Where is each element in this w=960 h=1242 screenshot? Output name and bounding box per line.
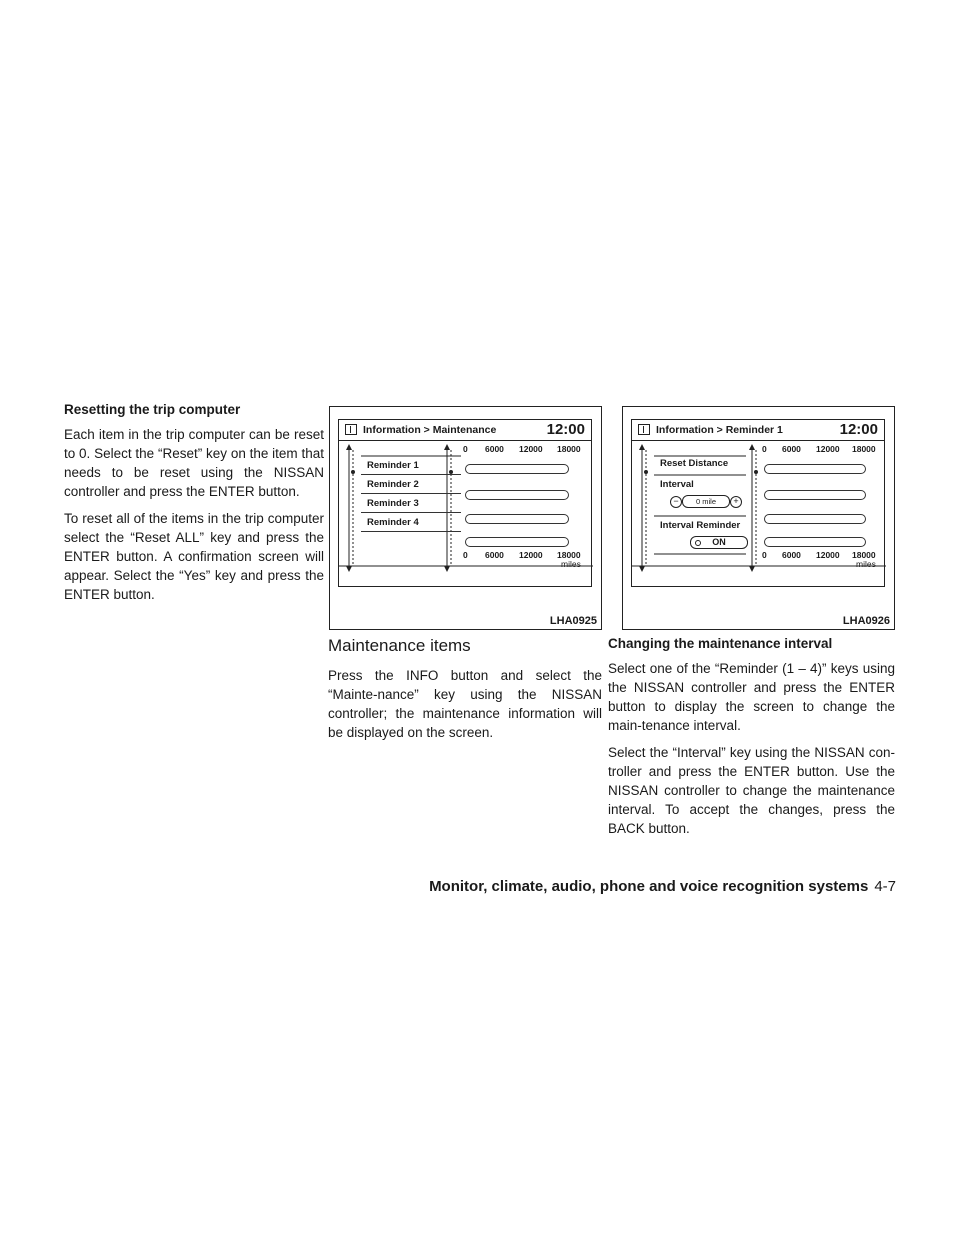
scale-top-0: 0 bbox=[463, 444, 468, 454]
resetting-heading: Resetting the trip computer bbox=[64, 402, 241, 417]
scale-bottom-12000: 12000 bbox=[519, 550, 543, 560]
changing-interval-heading: Changing the maintenance interval bbox=[608, 636, 833, 651]
scale-top-6000: 6000 bbox=[782, 444, 801, 454]
screen-clock: 12:00 bbox=[546, 421, 585, 438]
reminder-screen bbox=[631, 419, 885, 587]
scale-top-18000: 18000 bbox=[557, 444, 581, 454]
scale-bottom-12000: 12000 bbox=[816, 550, 840, 560]
page-footer bbox=[429, 878, 896, 895]
scale-top-12000: 12000 bbox=[816, 444, 840, 454]
maintenance-items-paragraph: Press the INFO button and select the “Mainte-nance” key using the NISSAN controller; the maintenance information will be displayed on the screen. bbox=[328, 668, 602, 740]
interval-reminder-value: ON bbox=[712, 537, 726, 547]
footer-section-title: Monitor, climate, audio, phone and voice recognition systems bbox=[429, 878, 869, 895]
reminder-4-bar bbox=[465, 537, 569, 547]
distance-bar-4 bbox=[764, 537, 866, 547]
changing-interval-section bbox=[608, 636, 895, 838]
plus-icon[interactable]: + bbox=[730, 496, 742, 508]
scale-unit: miles bbox=[856, 559, 876, 569]
scale-unit: miles bbox=[561, 559, 581, 569]
distance-bar-2 bbox=[764, 490, 866, 500]
reset-distance-key[interactable]: Reset Distance bbox=[660, 458, 729, 469]
maintenance-screen bbox=[338, 419, 592, 587]
screen-clock: 12:00 bbox=[839, 421, 878, 438]
resetting-section bbox=[64, 402, 324, 604]
scale-top-0: 0 bbox=[762, 444, 767, 454]
interval-value: 0 mile bbox=[682, 495, 730, 508]
page-number: 4-7 bbox=[874, 878, 896, 895]
maintenance-items-section bbox=[328, 636, 602, 742]
changing-interval-paragraph-2: Select the “Interval” key using the NISSAN con-troller and press the ENTER button. Use the NISSAN controller to change the maintenance interval. To accept the changes, press the BACK button. bbox=[608, 745, 895, 836]
reminder-1-key[interactable]: Reminder 1 bbox=[361, 457, 461, 475]
resetting-paragraph-2: To reset all of the items in the trip computer select the “Reset ALL” key and press the ENTER button. A confirmation screen will appear. Select the “Yes” key and press the ENTER button. bbox=[64, 511, 324, 602]
scale-top-12000: 12000 bbox=[519, 444, 543, 454]
scale-bottom-18000: 18000 bbox=[852, 550, 876, 560]
figure-caption: LHA0926 bbox=[842, 615, 890, 627]
scale-top-18000: 18000 bbox=[852, 444, 876, 454]
scale-bottom-0: 0 bbox=[463, 550, 468, 560]
reminder-2-key[interactable]: Reminder 2 bbox=[361, 476, 461, 494]
reminder-3-bar bbox=[465, 514, 569, 524]
figure-caption: LHA0925 bbox=[549, 615, 597, 627]
scale-bottom-0: 0 bbox=[762, 550, 767, 560]
screen-title: Information > Maintenance bbox=[363, 424, 497, 436]
interval-key[interactable]: Interval bbox=[660, 479, 694, 490]
reminder-4-key[interactable]: Reminder 4 bbox=[361, 514, 461, 532]
maintenance-items-heading: Maintenance items bbox=[328, 636, 471, 655]
scale-top-6000: 6000 bbox=[485, 444, 504, 454]
scale-bottom-6000: 6000 bbox=[782, 550, 801, 560]
distance-bar-1 bbox=[764, 464, 866, 474]
distance-bar-3 bbox=[764, 514, 866, 524]
resetting-paragraph-1: Each item in the trip computer can be reset to 0. Select the “Reset” key on the item that needs to be reset using the NISSAN controller and press the ENTER button. bbox=[64, 427, 324, 499]
screen-title: Information > Reminder 1 bbox=[656, 424, 783, 436]
reminder-3-key[interactable]: Reminder 3 bbox=[361, 495, 461, 513]
minus-icon[interactable]: − bbox=[670, 496, 682, 508]
changing-interval-paragraph-1: Select one of the “Reminder (1 – 4)” keys using the NISSAN controller and press the ENTER button to display the screen to change the main-tenance interval. bbox=[608, 661, 895, 733]
figure-maintenance-screen bbox=[329, 406, 602, 630]
reminder-2-bar bbox=[465, 490, 569, 500]
reminder-1-bar bbox=[465, 464, 569, 474]
interval-reminder-key[interactable]: Interval Reminder bbox=[660, 520, 741, 531]
scale-bottom-18000: 18000 bbox=[557, 550, 581, 560]
toggle-indicator-icon bbox=[695, 540, 701, 546]
figure-reminder-screen bbox=[622, 406, 895, 630]
scale-bottom-6000: 6000 bbox=[485, 550, 504, 560]
interval-reminder-toggle[interactable] bbox=[690, 536, 748, 549]
